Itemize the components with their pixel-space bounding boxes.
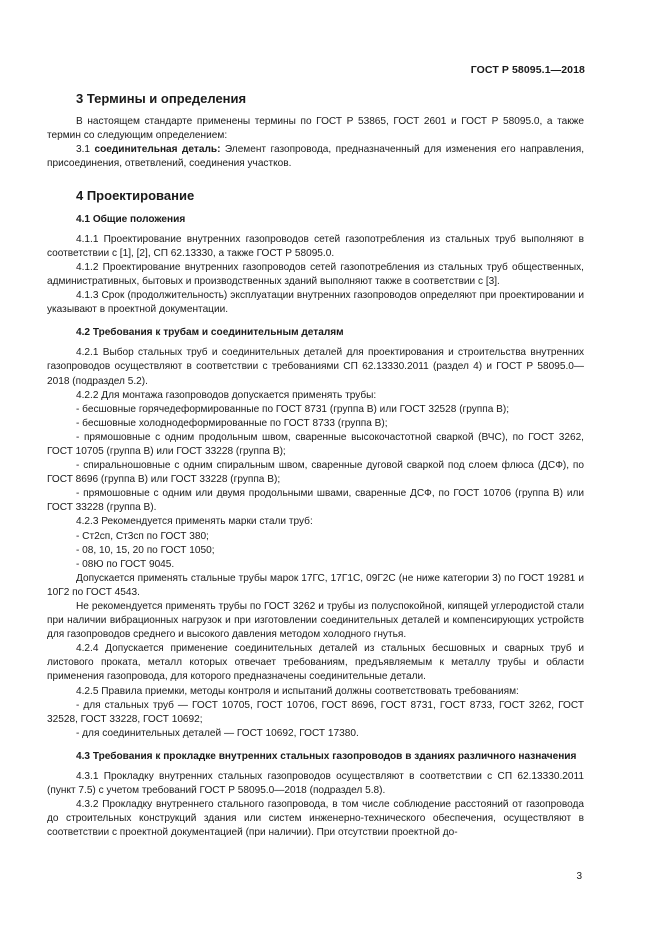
section-4-heading: 4 Проектирование [76, 188, 195, 204]
list-item: - для стальных труб — ГОСТ 10705, ГОСТ 10706, ГОСТ 8696, ГОСТ 8731, ГОСТ 8733, ГОСТ 3262, ГОСТ 32528, ГОСТ 33228, ГОСТ 10692; [47, 699, 584, 725]
page-content [47, 92, 584, 841]
subsection-4-3-heading: 4.3 Требования к прокладке внутренних стальных газопроводов в зданиях различного назначения [76, 750, 577, 762]
clause-4-2-3-para-2: Допускается применять стальные трубы марок 17ГС, 17Г1С, 09Г2С (не ниже категории 3) по ГОСТ 19281 и 10Г2 по ГОСТ 4543. [47, 572, 584, 598]
list-item: - прямошовные с одним продольным швом, сваренные высокочастотной сваркой (ВЧС), по ГОСТ 3262, ГОСТ 10705 (группа В) или ГОСТ 33228 (группа В); [47, 431, 584, 457]
term-3-1 [47, 143, 584, 171]
list-item: - Ст2сп, Ст3сп по ГОСТ 380; [76, 530, 209, 542]
list-item: - для соединительных деталей — ГОСТ 10692, ГОСТ 17380. [76, 727, 359, 739]
clause-4-3-2: 4.3.2 Прокладку внутреннего стального газопровода, в том числе соблюдение расстояний от газопровода до строительных конструкций здания или систем инженерно-технического обеспечения, осуществляют в соответствии с проектной документацией (при наличии). При отсутствии проектной до- [47, 799, 584, 839]
section-3-heading: 3 Термины и определения [76, 91, 247, 106]
clause-4-2-2: 4.2.2 Для монтажа газопроводов допускается применять трубы: [76, 389, 377, 401]
clause-4-2-3: 4.2.3 Рекомендуется применять марки стали труб: [76, 516, 313, 528]
clause-4-2-3-para-3: Не рекомендуется применять трубы по ГОСТ 3262 и трубы из полуспокойной, кипящей углеродистой стали при наличии вибрационных нагрузок и при изготовлении соединительных деталей и компенсирующих устройств для газопроводов среднего и высокого давления методом холодного гнутья. [47, 601, 584, 641]
subsection-4-2-heading: 4.2 Требования к трубам и соединительным деталям [76, 327, 344, 339]
clause-4-1-3: 4.1.3 Срок (продолжительность) эксплуатации внутренних газопроводов определяют при проектировании и указывают в проектной документации. [47, 290, 584, 316]
term-number: 3.1 [76, 144, 95, 156]
subsection-4-1-heading: 4.1 Общие положения [76, 213, 186, 225]
list-item: - бесшовные горячедеформированные по ГОСТ 8731 (группа В) или ГОСТ 32528 (группа В); [76, 403, 510, 415]
term-name: соединительная деталь: [94, 144, 221, 156]
clause-4-2-1: 4.2.1 Выбор стальных труб и соединительных деталей для проектирования и строительства внутренних газопроводов осуществляют в соответствии с требованиями СП 62.13330.2011 (раздел 4) и ГОСТ Р 58095.0—2018 (подраздел 5.2). [47, 347, 584, 387]
page-number: 3 [576, 871, 582, 882]
section-3-intro: В настоящем стандарте применены термины по ГОСТ Р 53865, ГОСТ 2601 и ГОСТ Р 58095.0, а также термин со следующим определением: [47, 116, 584, 142]
list-item: - прямошовные с одним или двумя продольными швами, сваренные ДСФ, по ГОСТ 10706 (группа В) или ГОСТ 33228 (группа В). [47, 488, 584, 514]
term-definition: Элемент газопровода, предназначенный для изменения его направления, присоединения, ответвлений, соединения участков. [47, 144, 585, 170]
list-item: - 08Ю по ГОСТ 9045. [76, 558, 175, 570]
list-item: - 08, 10, 15, 20 по ГОСТ 1050; [76, 544, 215, 556]
clause-4-2-5: 4.2.5 Правила приемки, методы контроля и испытаний должны соответствовать требованиям: [76, 685, 519, 697]
document-id-header: ГОСТ Р 58095.1—2018 [470, 64, 585, 76]
list-item: - бесшовные холоднодеформированные по ГОСТ 8733 (группа В); [76, 417, 388, 429]
list-item: - спиральношовные с одним спиральным швом, сваренные дуговой сваркой под слоем флюса (ДСФ), по ГОСТ 8696 (группа В) или ГОСТ 33228 (группа В); [47, 460, 584, 486]
clause-4-3-1: 4.3.1 Прокладку внутренних стальных газопроводов осуществляют в соответствии с СП 62.13330.2011 (пункт 7.5) с учетом требований ГОСТ Р 58095.0—2018 (подраздел 5.8). [47, 771, 584, 797]
clause-4-2-4: 4.2.4 Допускается применение соединительных деталей из стальных бесшовных и сварных труб и листового проката, металл которых отвечает требованиям, предъявляемым к металлу трубы и области применения газопровода, для которого предназначены соединительные детали. [47, 643, 584, 683]
clause-4-1-2: 4.1.2 Проектирование внутренних газопроводов сетей газопотребления из стальных труб общественных, административных, бытовых и производственных зданий выполняют также в соответствии с [3]. [47, 261, 584, 287]
clause-4-1-1: 4.1.1 Проектирование внутренних газопроводов сетей газопотребления из стальных труб выполняют в соответствии с [1], [2], СП 62.13330, а также ГОСТ Р 58095.0. [47, 233, 584, 259]
